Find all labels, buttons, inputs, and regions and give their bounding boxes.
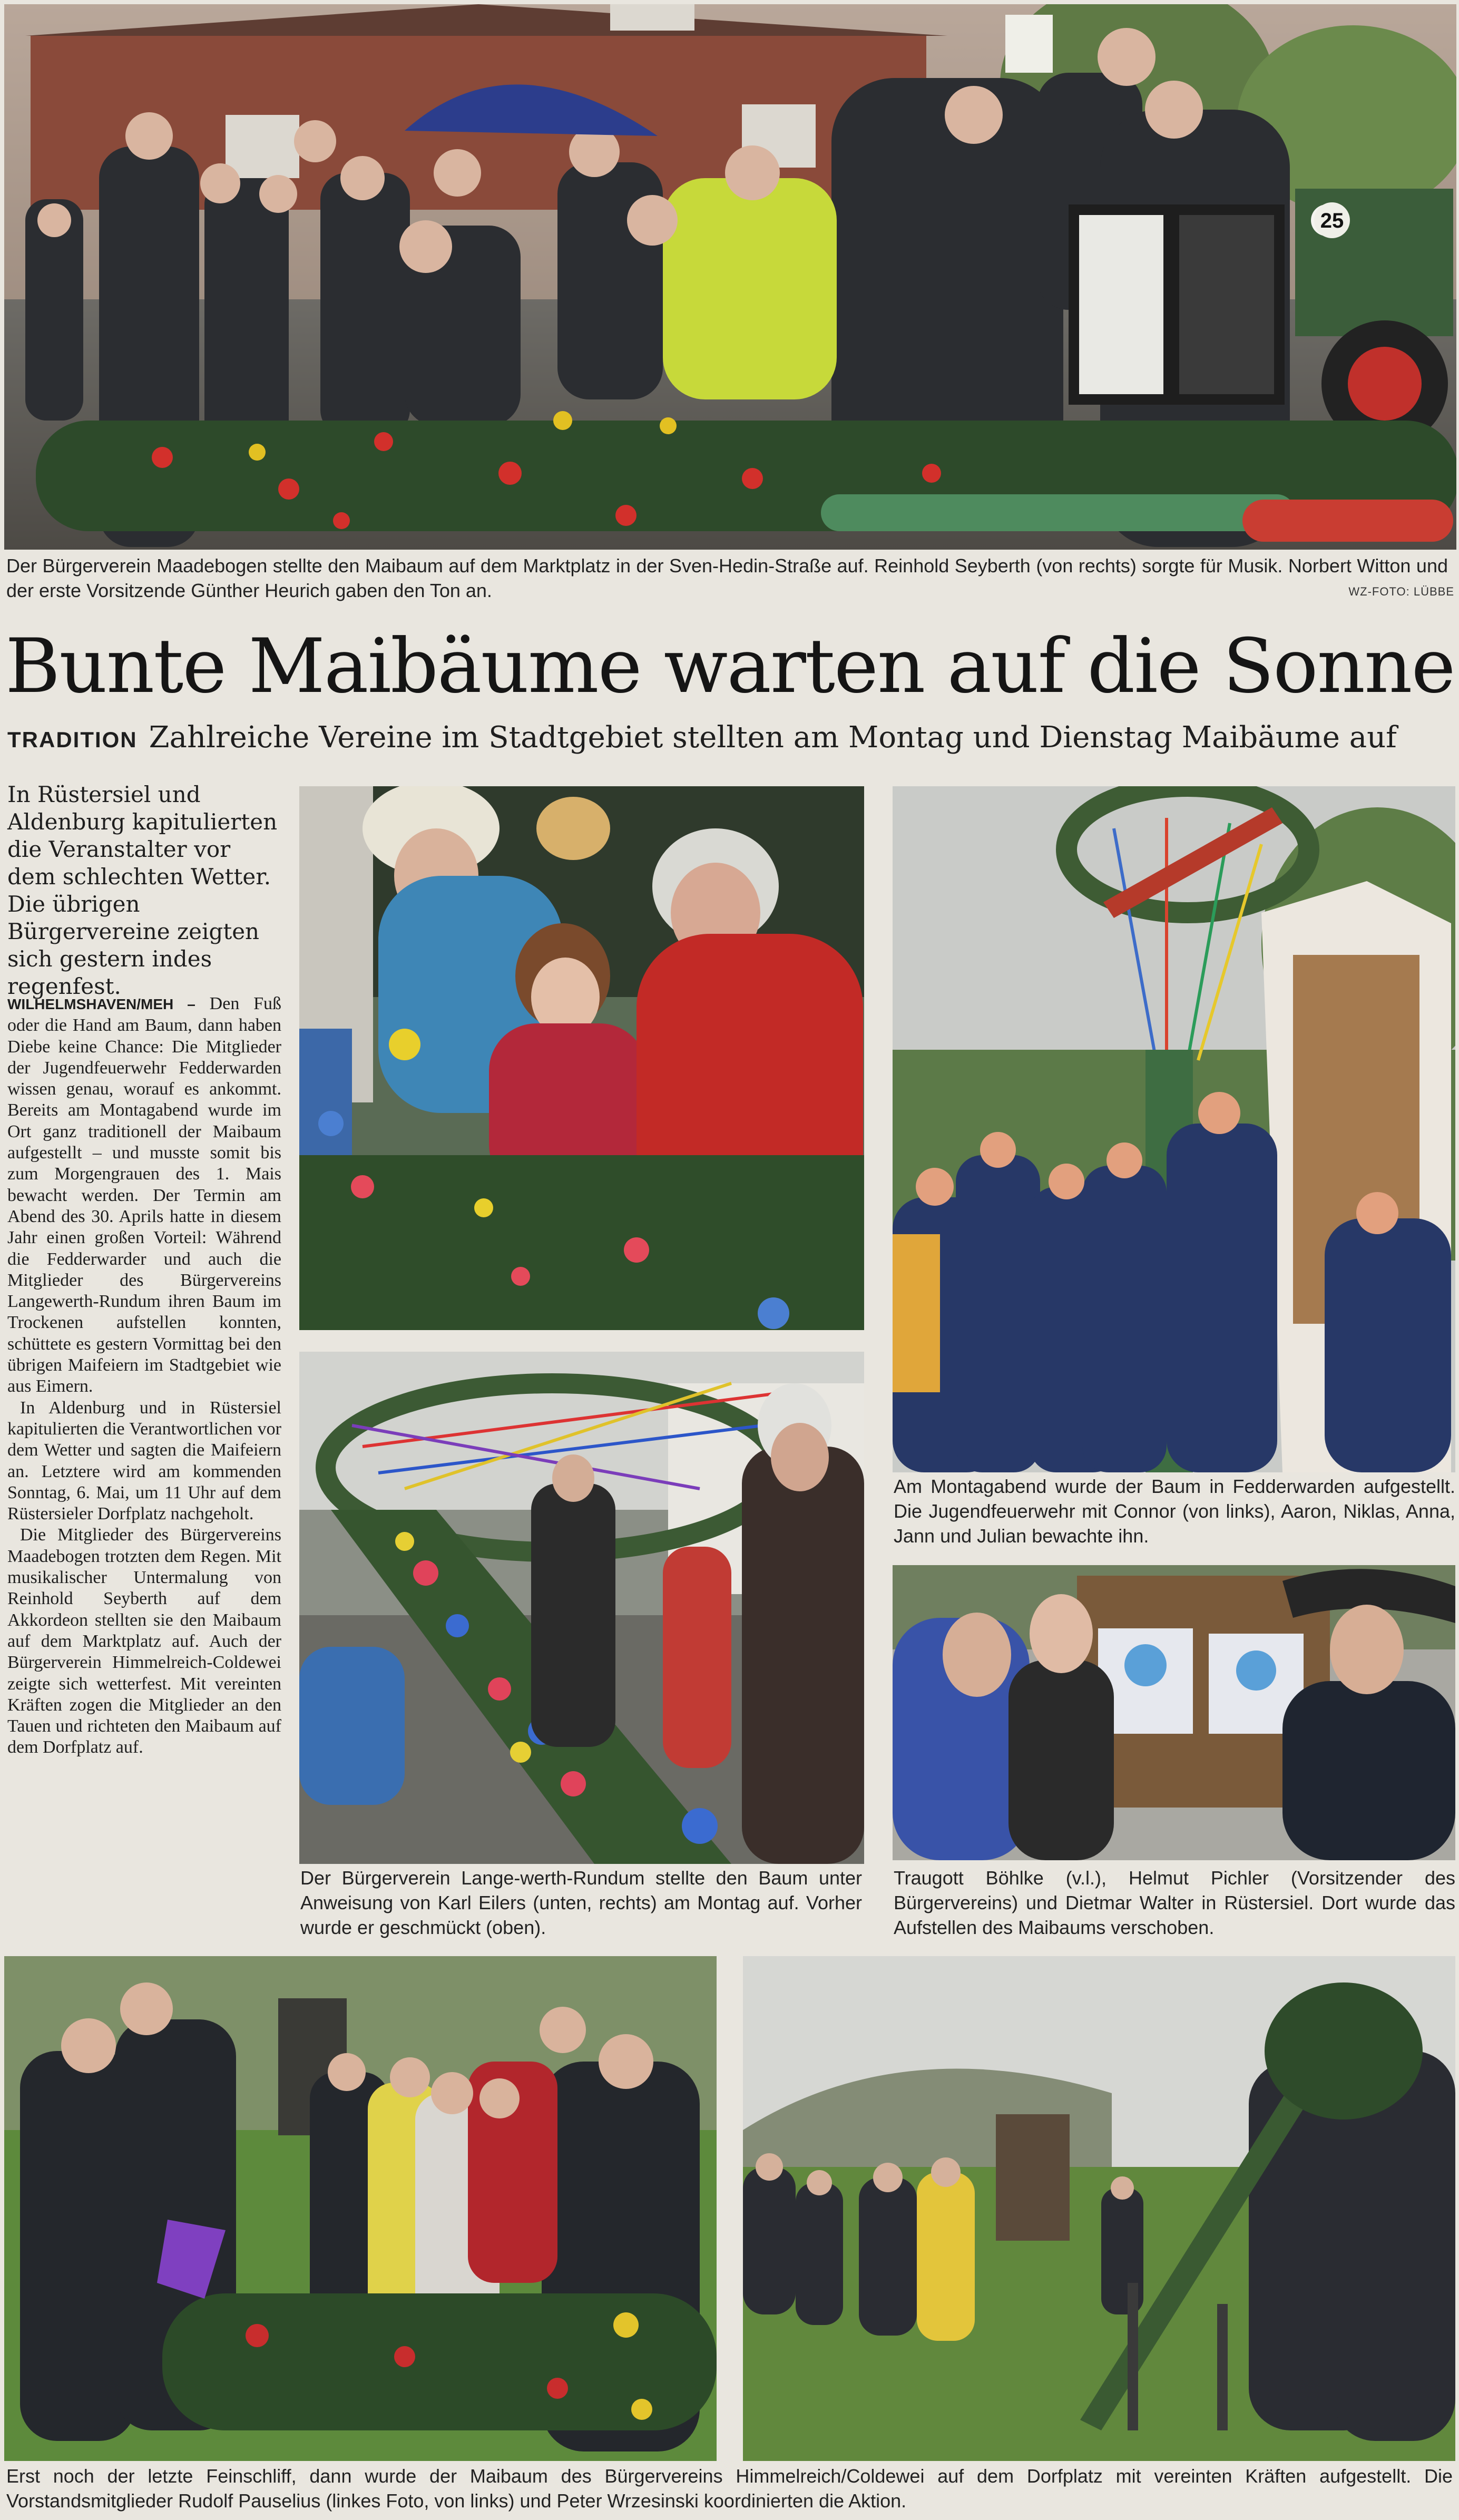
photo-himmelreich-raising [743, 1956, 1455, 2461]
top-photo-caption: Der Bürgerverein Maadebogen stellte den Maibaum auf dem Marktplatz in der Sven-Hedin-Straße auf. Reinhold Seyberth (von rechts) sorgte für Musik. Norbert Witton und der erste Vorsitzende Günther Heurich gaben den Ton an. [6, 555, 1448, 601]
sign-number: 25 [1320, 209, 1344, 232]
photo-ruestersiel-group [893, 1565, 1455, 1860]
kicker: TRADITION [7, 727, 138, 752]
subheadline: Zahlreiche Vereine im Stadtgebiet stellten am Montag und Dienstag Maibäume auf [149, 720, 1397, 755]
article-body [7, 993, 281, 1759]
headline: Bunte Maibäume warten auf die Sonne [5, 623, 1455, 710]
article-paragraph: Die Mitglieder des Bürgervereins Maadebogen trotzten dem Regen. Mit musikalischer Untermalung von Reinhold Seyberth auf dem Akkordeon stellten sie den Maibaum auf dem Marktplatz auf. Auch der Bürgerverein Himmelreich-Coldewei zeigte sich wetterfest. Mit vereinten Kräften zogen die Mitglieder an den Tauen und richteten den Maibaum auf dem Dorfplatz auf. [7, 1525, 281, 1757]
subheadline-row [7, 719, 1451, 758]
article-paragraph: In Aldenburg und in Rüstersiel kapitulierten die Verantwortlichen vor dem Wetter und sagten die Maifeiern an. Letztere wird am kommenden Sonntag, 6. Mai, um 11 Uhr auf dem Rüstersieler Dorfplatz nachgeholt. [7, 1398, 281, 1524]
photo-fedderwarden-guard [893, 786, 1455, 1472]
photo-maadebogen-group [4, 4, 1456, 550]
paragraph-text: Den Fuß oder die Hand am Baum, dann haben Diebe keine Chance: Die Mitglieder der Jugendfeuerwehr Fedderwarden wissen genau, worauf es ankommt. Bereits am Montagabend wurde im Ort ganz traditionell der Maibaum aufgestellt – und musste somit bis zum Morgengrauen des 1. Mais bewacht werden. Der Termin am Abend des 30. Aprils hatte in diesem Jahr einen großen Vorteil: Während die Fedderwarder und auch die Mitglieder des Bürgervereins Langewerth-Rundum ihren Baum im Trockenen aufstellen konnten, schüttete es gestern Vormittag bei den übrigen Maifeiern im Stadtgebiet wie aus Eimern. [7, 994, 282, 1396]
teaser: In Rüstersiel und Aldenburg kapitulierten die Veranstalter vor dem schlechten Wetter. Die übrigen Bürgervereine zeigten sich gestern indes regenfest. [7, 782, 278, 999]
dateline: WILHELMSHAVEN [7, 996, 137, 1012]
article-paragraph [7, 993, 281, 1398]
photo-langewerth-raising [299, 1352, 864, 1864]
photo-himmelreich-finish [4, 1956, 717, 2461]
author: /MEH – [136, 996, 195, 1012]
langewerth-caption: Der Bürgerverein Lange-werth-Rundum stellte den Baum unter Anweisung von Karl Eilers (unten, rechts) am Montag auf. Vorher wurde er geschmückt (oben). [300, 1867, 862, 1938]
photo-langewerth-decorating [299, 786, 864, 1330]
photo-credit: WZ-FOTO: LÜBBE [1348, 585, 1454, 598]
bottom-caption: Erst noch der letzte Feinschliff, dann wurde der Maibaum des Bürgervereins Himmelreich/Coldewei auf dem Dorfplatz mit vereinten Kräften aufgestellt. Die Vorstandsmitglieder Rudolf Pauselius (linkes Foto, von links) und Peter Wrzesinski koordinierten die Aktion. [6, 2465, 1453, 2512]
ruestersiel-caption: Traugott Böhlke (v.l.), Helmut Pichler (Vorsitzender des Bürgervereins) und Dietmar Walter in Rüstersiel. Dort wurde das Aufstellen des Maibaums verschoben. [894, 1867, 1455, 1938]
fedderwarden-caption: Am Montagabend wurde der Baum in Fedderwarden aufgestellt. Die Jugendfeuerwehr mit Connor (von links), Aaron, Niklas, Anna, Jann und Julian bewachte ihn. [894, 1476, 1455, 1547]
